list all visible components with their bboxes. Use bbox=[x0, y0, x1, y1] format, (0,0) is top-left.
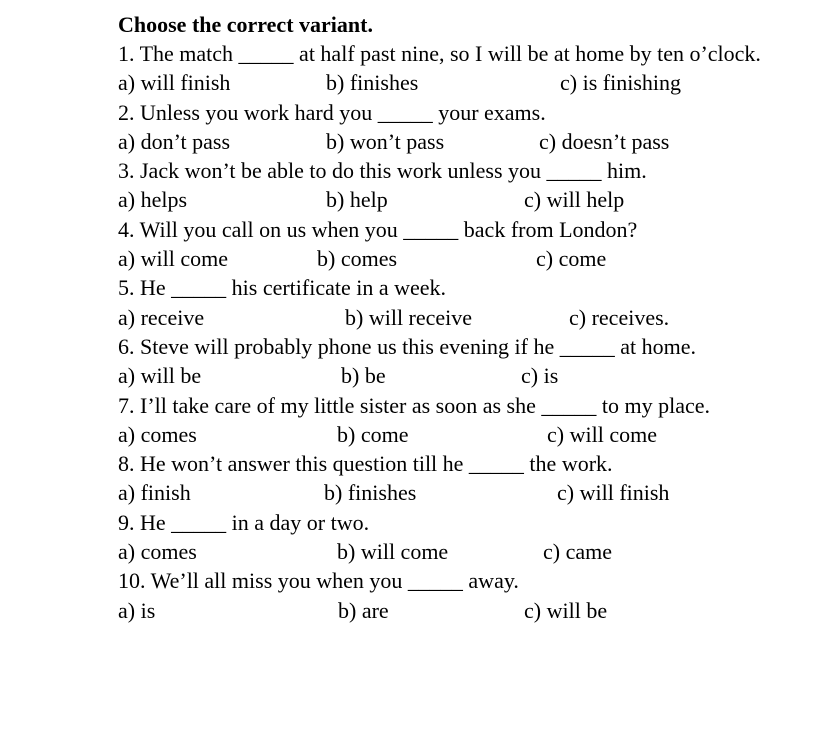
option-c: c) will finish bbox=[557, 480, 670, 506]
option-a: a) is bbox=[118, 597, 156, 623]
option-a: a) will finish bbox=[118, 70, 231, 96]
worksheet bbox=[118, 10, 770, 625]
option-c: c) will be bbox=[524, 597, 608, 623]
question-6-options bbox=[118, 361, 770, 390]
question-7: 7. I’ll take care of my little sister as soon as she _____ to my place. bbox=[118, 392, 711, 418]
question-2-options bbox=[118, 127, 770, 156]
option-a: a) will come bbox=[118, 246, 228, 272]
question-10-options bbox=[118, 596, 770, 625]
option-a: a) finish bbox=[118, 480, 191, 506]
question-3: 3. Jack won’t be able to do this work unless you _____ him. bbox=[118, 158, 647, 184]
question-4-options bbox=[118, 244, 770, 273]
option-b: b) help bbox=[326, 187, 388, 213]
option-c: c) is bbox=[521, 363, 559, 389]
option-b: b) comes bbox=[317, 246, 398, 272]
option-c: c) receives. bbox=[569, 304, 670, 330]
question-5-options bbox=[118, 303, 770, 332]
option-b: b) come bbox=[337, 421, 409, 447]
option-b: b) will come bbox=[337, 539, 449, 565]
option-c: c) doesn’t pass bbox=[539, 128, 670, 154]
option-a: a) helps bbox=[118, 187, 188, 213]
option-b: b) are bbox=[338, 597, 389, 623]
question-10: 10. We’ll all miss you when you _____ away. bbox=[118, 568, 519, 594]
question-5: 5. He _____ his certificate in a week. bbox=[118, 275, 447, 301]
question-8: 8. He won’t answer this question till he _____ the work. bbox=[118, 451, 613, 477]
option-a: a) comes bbox=[118, 421, 197, 447]
question-4: 4. Will you call on us when you _____ back from London? bbox=[118, 216, 638, 242]
option-b: b) be bbox=[341, 363, 386, 389]
question-1: 1. The match _____ at half past nine, so I will be at home by ten o’clock. bbox=[118, 41, 761, 66]
option-a: a) will be bbox=[118, 363, 202, 389]
question-8-options bbox=[118, 478, 770, 507]
option-a: a) don’t pass bbox=[118, 128, 231, 154]
option-b: b) finishes bbox=[324, 480, 417, 506]
option-c: c) come bbox=[536, 246, 607, 272]
question-6: 6. Steve will probably phone us this evening if he _____ at home. bbox=[118, 333, 697, 359]
question-9: 9. He _____ in a day or two. bbox=[118, 509, 370, 535]
option-c: c) will come bbox=[547, 421, 657, 447]
question-3-options bbox=[118, 185, 770, 214]
option-a: a) receive bbox=[118, 304, 205, 330]
option-c: c) will help bbox=[524, 187, 625, 213]
option-a: a) comes bbox=[118, 539, 197, 565]
option-c: c) is finishing bbox=[560, 70, 681, 96]
question-9-options bbox=[118, 537, 770, 566]
option-b: b) won’t pass bbox=[326, 128, 445, 154]
option-b: b) finishes bbox=[326, 70, 419, 96]
question-7-options bbox=[118, 420, 770, 449]
option-c: c) came bbox=[543, 539, 612, 565]
worksheet-title: Choose the correct variant. bbox=[118, 12, 373, 37]
question-2: 2. Unless you work hard you _____ your exams. bbox=[118, 99, 546, 125]
option-b: b) will receive bbox=[345, 304, 473, 330]
question-1-options bbox=[118, 68, 770, 97]
